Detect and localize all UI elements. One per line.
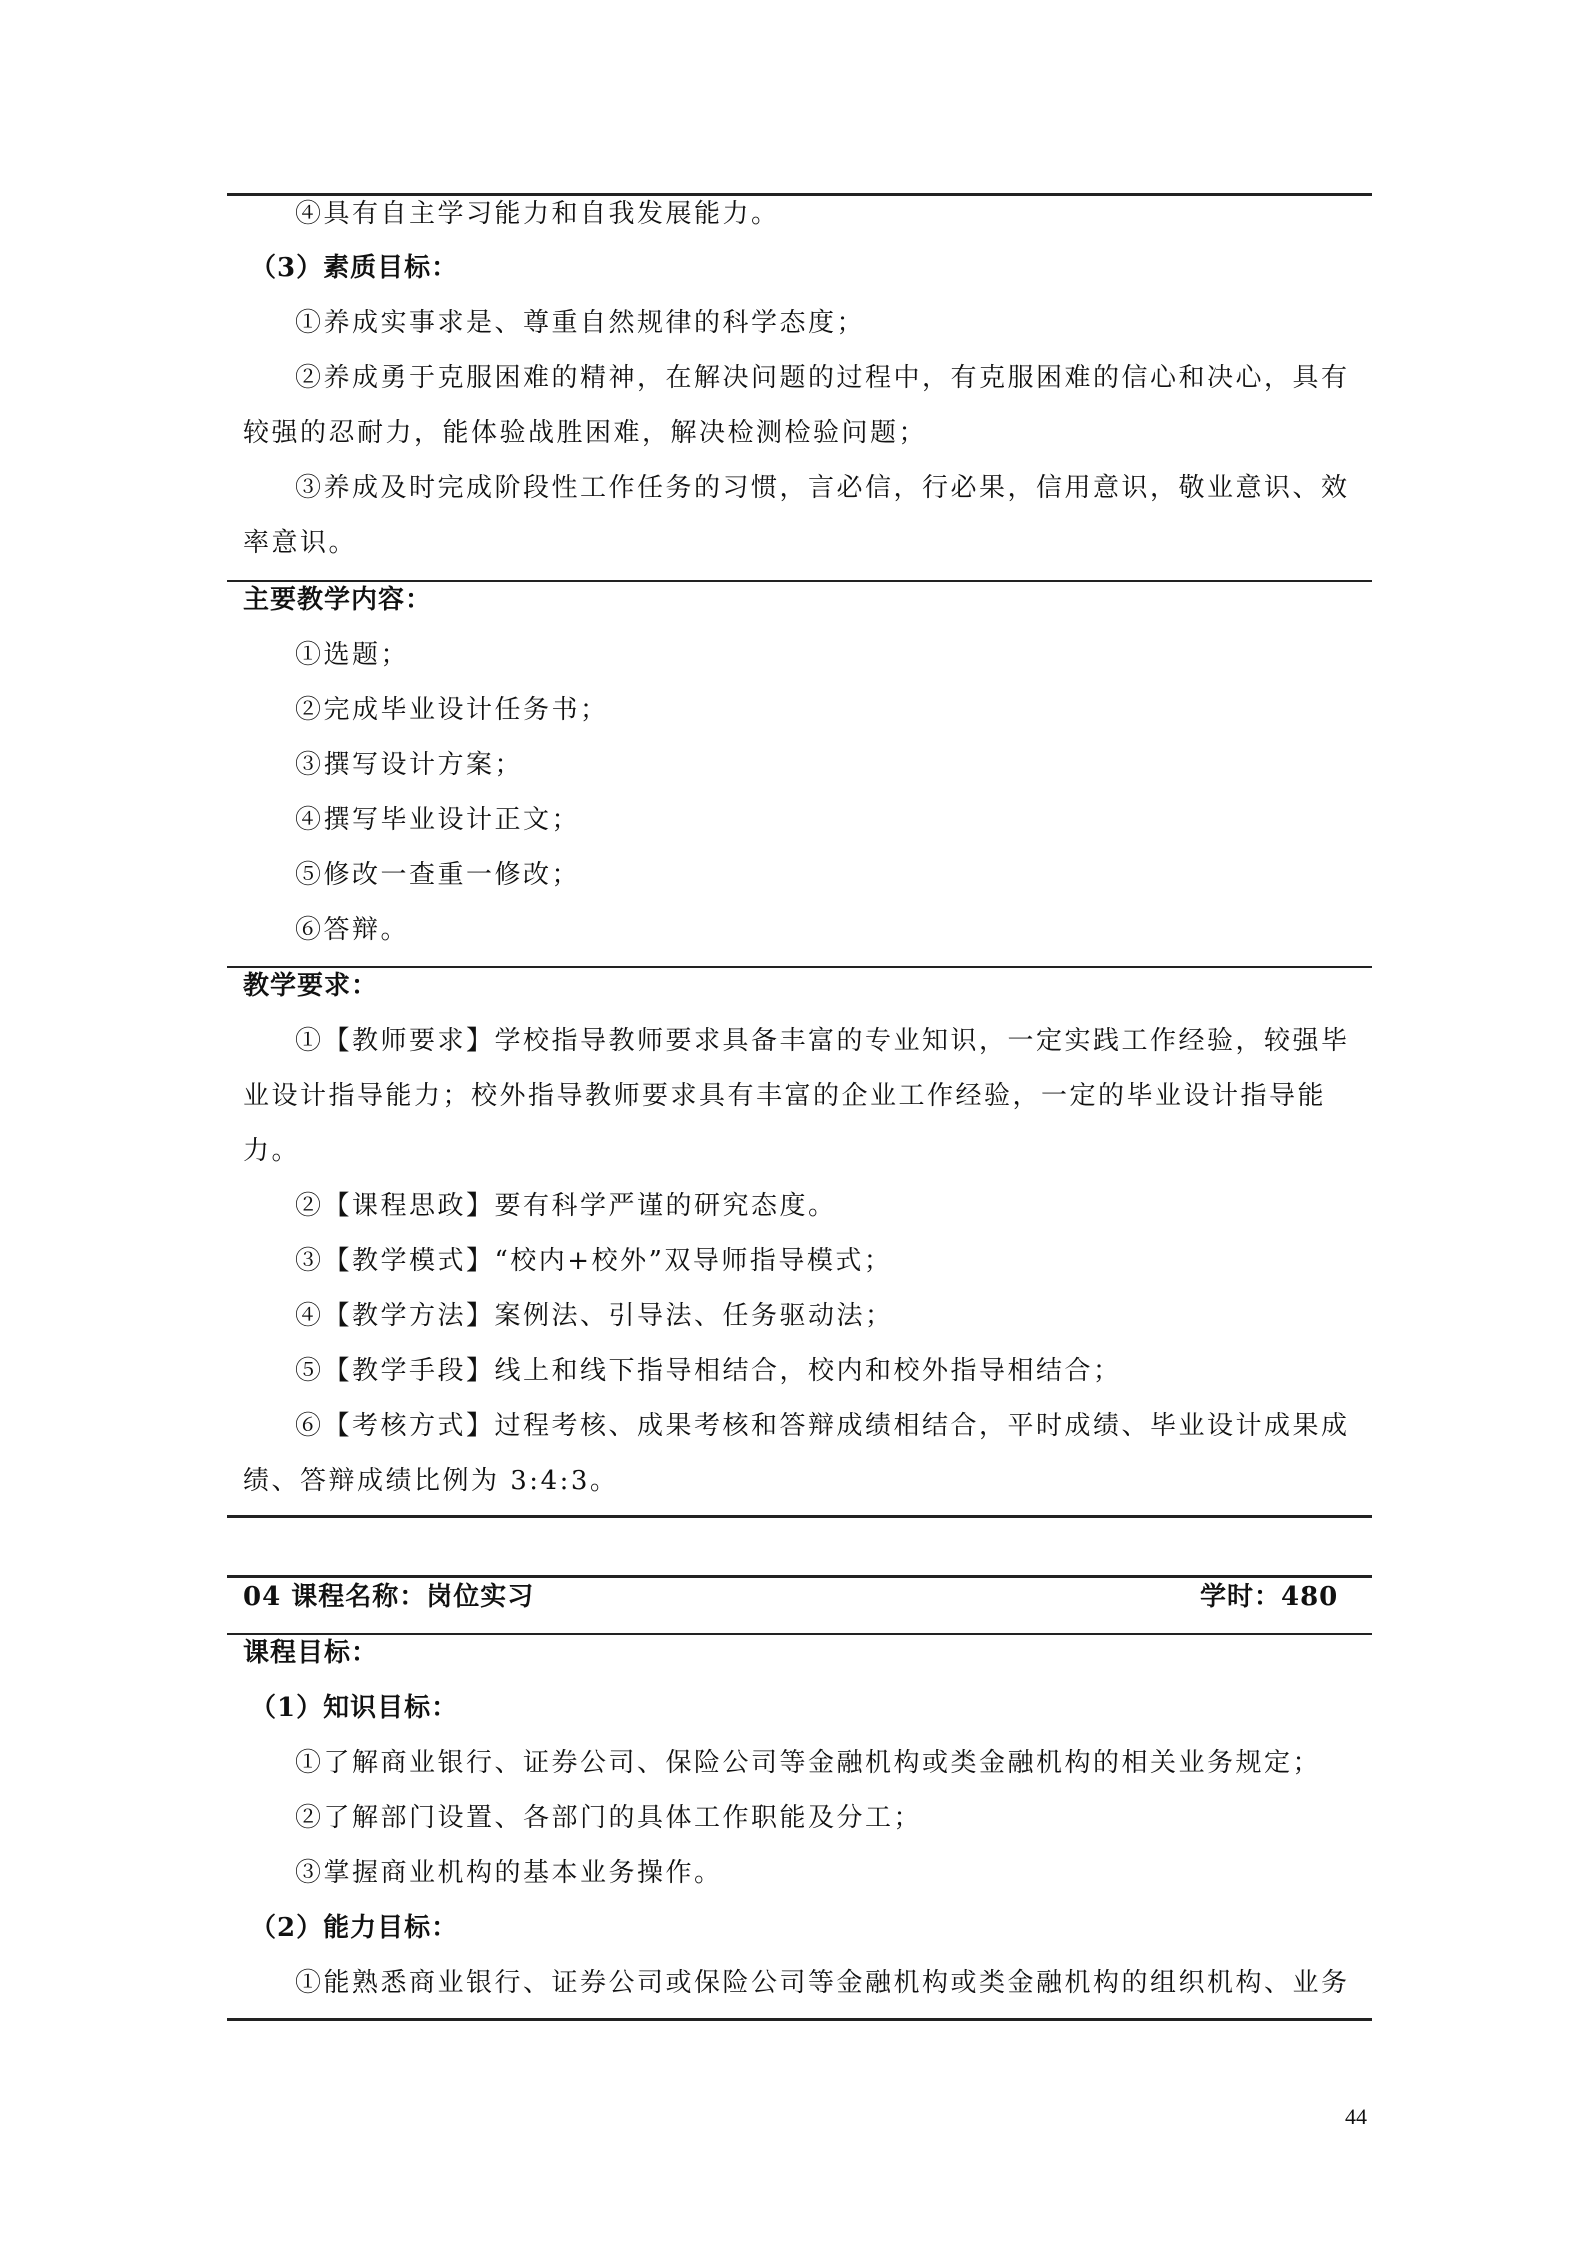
- quality-item-1: ①养成实事求是、尊重自然规律的科学态度；: [295, 308, 866, 338]
- ability-item-1: ①能熟悉商业银行、证券公司或保险公司等金融机构或类金融机构的组织机构、业务: [295, 1968, 1350, 1998]
- knowledge-heading: （1）知识目标：: [250, 1693, 459, 1723]
- rule-content: [227, 580, 1372, 582]
- requirement-3: ③【教学模式】“校内+校外”双导师指导模式；: [295, 1246, 893, 1276]
- bottom-rule: [227, 2018, 1372, 2021]
- ability-heading: （2）能力目标：: [250, 1913, 459, 1943]
- quality-item-2-line-2: 较强的忍耐力，能体验战胜困难，解决检测检验问题；: [243, 418, 928, 448]
- rule-requirements: [227, 966, 1372, 968]
- quality-item-3-line-2: 率意识。: [243, 528, 358, 558]
- content-item: ⑤修改一查重一修改；: [295, 860, 581, 890]
- content-item: ②完成毕业设计任务书；: [295, 695, 609, 725]
- knowledge-item-3: ③掌握商业机构的基本业务操作。: [295, 1858, 723, 1888]
- quality-item-3-line-1: ③养成及时完成阶段性工作任务的习惯，言必信，行必果，信用意识，敬业意识、效: [295, 473, 1350, 503]
- requirement-1-line-3: 力。: [243, 1136, 301, 1166]
- quality-heading: （3）素质目标：: [250, 253, 459, 283]
- requirement-2: ②【课程思政】要有科学严谨的研究态度。: [295, 1191, 837, 1221]
- page-number: 44: [1345, 2104, 1367, 2129]
- course-04-hours: 学时：480: [1200, 1582, 1339, 1612]
- knowledge-item-1: ①了解商业银行、证券公司、保险公司等金融机构或类金融机构的相关业务规定；: [295, 1748, 1322, 1778]
- requirement-6-line-2: 绩、答辩成绩比例为 3:4:3。: [243, 1466, 619, 1496]
- rule-course-goals: [227, 1633, 1372, 1635]
- course-goals-heading: 课程目标：: [243, 1638, 379, 1668]
- knowledge-item-2: ②了解部门设置、各部门的具体工作职能及分工；: [295, 1803, 923, 1833]
- course-04-title: 04 课程名称：岗位实习: [243, 1582, 535, 1612]
- content-heading: 主要教学内容：: [243, 585, 433, 615]
- content-item: ④撰写毕业设计正文；: [295, 805, 581, 835]
- ability-item-4: ④具有自主学习能力和自我发展能力。: [295, 199, 780, 229]
- content-item: ①选题；: [295, 640, 410, 670]
- requirement-6-line-1: ⑥【考核方式】过程考核、成果考核和答辩成绩相结合，平时成绩、毕业设计成果成: [295, 1411, 1350, 1441]
- course-04-top-rule: [227, 1575, 1372, 1578]
- top-rule: [227, 193, 1372, 196]
- requirement-5: ⑤【教学手段】线上和线下指导相结合，校内和校外指导相结合；: [295, 1356, 1122, 1386]
- requirements-heading: 教学要求：: [243, 971, 379, 1001]
- requirement-4: ④【教学方法】案例法、引导法、任务驱动法；: [295, 1301, 894, 1331]
- requirement-1-line-1: ①【教师要求】学校指导教师要求具备丰富的专业知识，一定实践工作经验，较强毕: [295, 1026, 1350, 1056]
- requirement-1-line-2: 业设计指导能力；校外指导教师要求具有丰富的企业工作经验，一定的毕业设计指导能: [243, 1081, 1327, 1111]
- quality-item-2-line-1: ②养成勇于克服困难的精神，在解决问题的过程中，有克服困难的信心和决心，具有: [295, 363, 1350, 393]
- table-bottom-rule: [227, 1515, 1372, 1518]
- content-item: ⑥答辩。: [295, 915, 410, 945]
- content-item: ③撰写设计方案；: [295, 750, 524, 780]
